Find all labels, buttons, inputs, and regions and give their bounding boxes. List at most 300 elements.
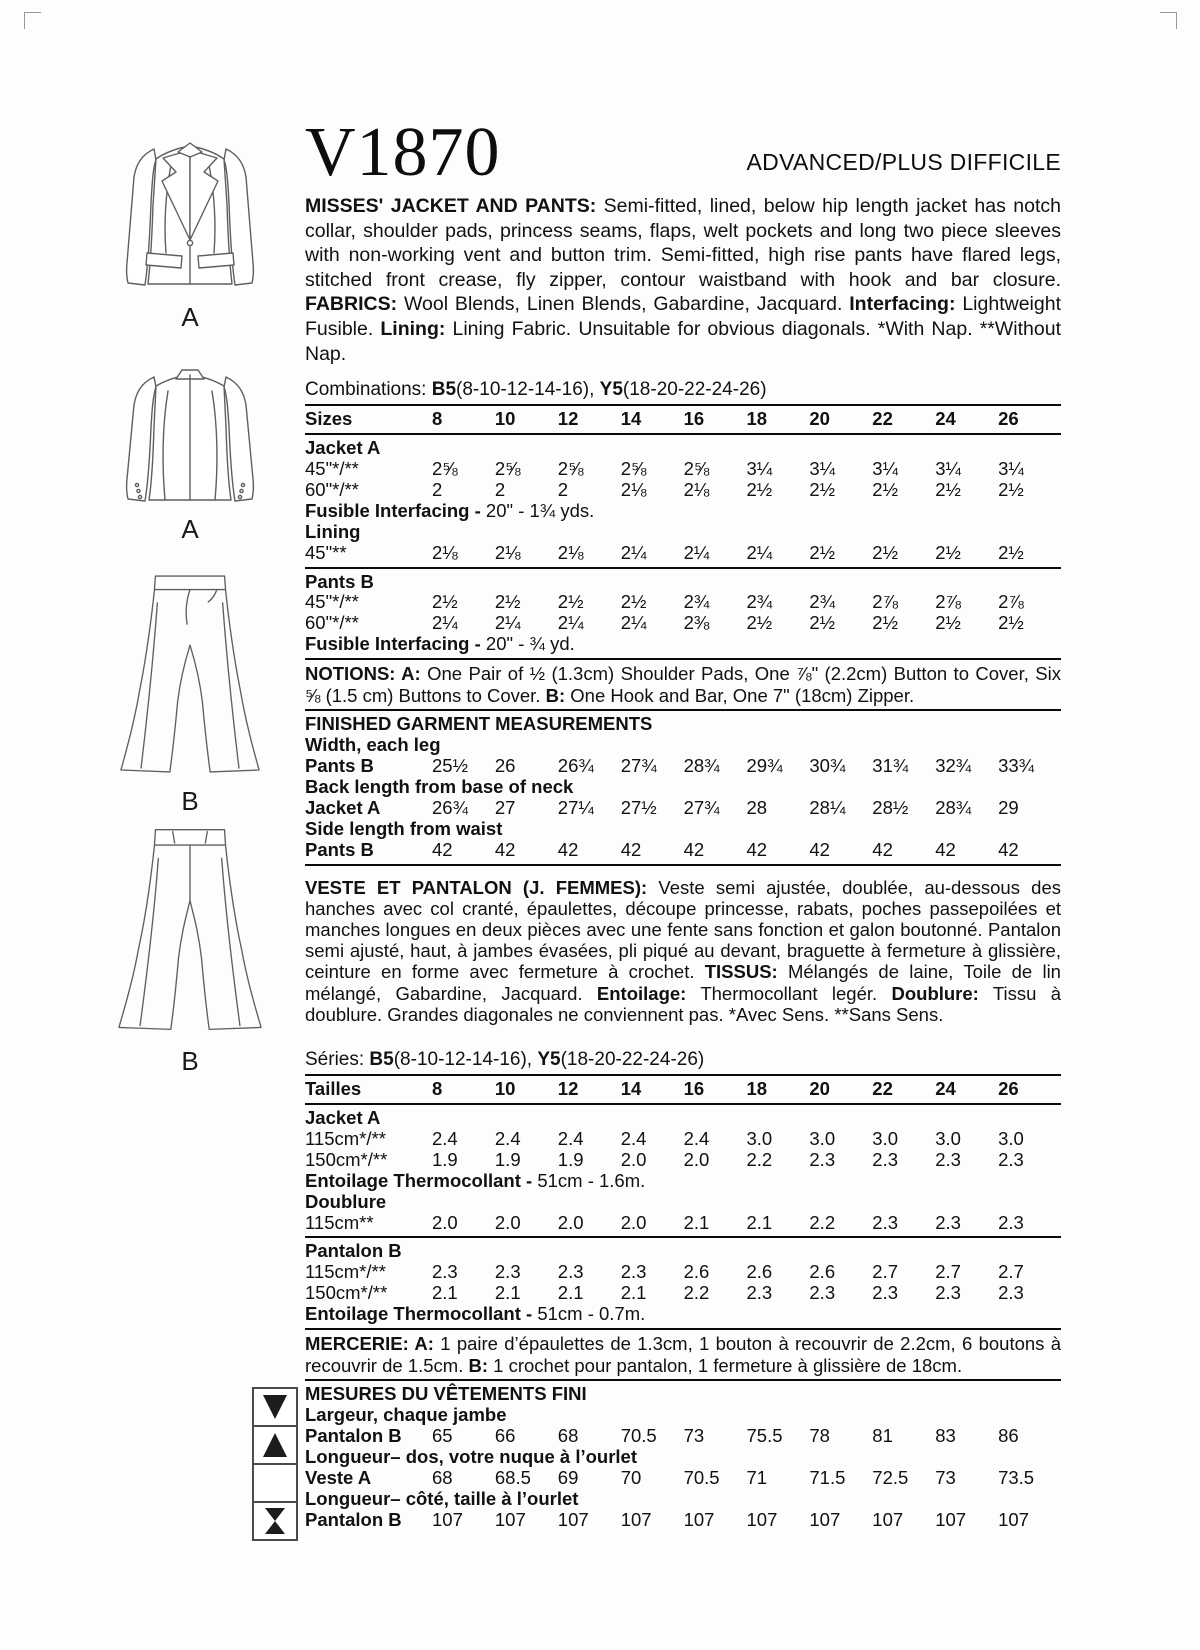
pants-back-illustration xyxy=(84,820,296,1077)
text-segment: Tissu à doublure. Grandes diagonales ne conviennent pas. *Avec Sens. **Sans Sens. xyxy=(305,982,1061,1025)
table-cell: 2⅞ xyxy=(872,591,899,613)
view-label: A xyxy=(181,514,199,544)
text-segment: (8-10-12-14-16), xyxy=(393,1049,538,1071)
table-cell: 2.6 xyxy=(683,1261,710,1283)
table-cell: 10 xyxy=(494,1078,516,1100)
table-cell: 22 xyxy=(872,408,893,430)
empty-symbol xyxy=(252,1463,298,1503)
table-cell: 2.3 xyxy=(620,1261,647,1283)
row-label: Pantalon B xyxy=(305,1425,402,1447)
table-cell: 70.5 xyxy=(683,1466,720,1488)
row-label: 60"*/** xyxy=(305,612,359,634)
text-segment: B5 xyxy=(369,1049,394,1071)
table-cell: 2.3 xyxy=(935,1148,961,1170)
difficulty-level: ADVANCED/PLUS DIFFICILE xyxy=(746,149,1061,175)
text-segment: Entoilage Thermocollant - xyxy=(305,1303,538,1325)
table-cell: 42 xyxy=(935,838,956,860)
table-cell: 68 xyxy=(557,1425,579,1447)
table-section-label: Back length from base of neck xyxy=(305,776,574,798)
text-segment: Doublure: xyxy=(891,982,979,1004)
row-label: 115cm*/** xyxy=(305,1127,386,1149)
view-label: B xyxy=(181,1046,199,1076)
table-section-label: Side length from waist xyxy=(305,817,503,839)
text-segment: 51cm - 0.7m. xyxy=(537,1303,646,1325)
row-label: Jacket A xyxy=(305,796,381,818)
table-note-row xyxy=(305,501,1061,522)
table-cell: 2.3 xyxy=(557,1261,584,1283)
table-data-row xyxy=(305,1262,1061,1283)
table-cell: 2.0 xyxy=(620,1148,647,1170)
description-english xyxy=(305,194,1061,366)
table-cell: 42 xyxy=(683,838,705,860)
row-label: Pantalon B xyxy=(305,1508,402,1530)
table-cell: 2.6 xyxy=(809,1261,836,1283)
text-segment: Wool Blends, Linen Blends, Gabardine, Jacquard. xyxy=(397,293,850,316)
text-segment: Entoilage: xyxy=(596,982,687,1004)
text-segment: 20" - ¾ yd. xyxy=(485,633,575,655)
table-cell: 73 xyxy=(683,1425,705,1447)
table-cell: 66 xyxy=(494,1425,516,1447)
table-cell: 2⅝ xyxy=(432,457,458,479)
table-cell: 2½ xyxy=(557,591,584,613)
table-cell: 107 xyxy=(557,1508,589,1530)
text-segment: (8-10-12-14-16), xyxy=(456,379,600,401)
table-cell: 72.5 xyxy=(872,1466,909,1488)
table-cell: 26¾ xyxy=(557,755,594,777)
table-data-row xyxy=(305,459,1061,480)
print-registration-symbols xyxy=(252,1387,298,1541)
finished-measurements-title: FINISHED GARMENT MEASUREMENTS xyxy=(305,713,653,735)
table-cell: 3.0 xyxy=(872,1127,899,1149)
table-data-row xyxy=(305,1426,1061,1447)
triangle-up-symbol xyxy=(252,1425,298,1465)
table-cell: 12 xyxy=(557,1078,579,1100)
row-label: 150cm*/** xyxy=(305,1282,388,1304)
text-segment: (18-20-22-24-26) xyxy=(622,379,767,401)
table-cell: 107 xyxy=(494,1508,526,1530)
jacket-back-lineart xyxy=(90,356,290,508)
table-cell: 2½ xyxy=(746,478,773,500)
table-cell: 3¼ xyxy=(998,457,1024,479)
table-cell: 2.3 xyxy=(809,1148,836,1170)
finished-measurements-rows xyxy=(305,735,1061,865)
table-cell: 2½ xyxy=(809,541,836,563)
table-cell: 2⅞ xyxy=(935,591,961,613)
table-cell: 2.4 xyxy=(494,1127,521,1149)
table-cell: 107 xyxy=(746,1508,778,1530)
table-cell: 107 xyxy=(998,1508,1029,1530)
table-cell: 2½ xyxy=(809,612,836,634)
table-cell: 42 xyxy=(872,838,893,860)
table-cell: 107 xyxy=(683,1508,715,1530)
text-segment: One Pair of ½ (1.3cm) Shoulder Pads, One ⅞" (2.2cm) Button to Cover, Six ⅝ (1.5 cm) Buttons to Cover. xyxy=(305,663,1061,706)
table-cell: 28 xyxy=(746,796,768,818)
table-cell: 8 xyxy=(432,1078,443,1100)
table-cell: 71 xyxy=(746,1466,768,1488)
text-segment: Interfacing: xyxy=(849,293,956,316)
table-cell: 2.0 xyxy=(683,1148,710,1170)
table-section-label: MESURES DU VÊTEMENTS FINI xyxy=(305,1383,587,1405)
table-cell: 2.1 xyxy=(432,1282,458,1304)
table-cell: 2.3 xyxy=(872,1211,899,1233)
table-cell: 71.5 xyxy=(809,1466,846,1488)
table-cell: 2⅜ xyxy=(683,612,710,634)
jacket-back-illustration xyxy=(84,356,296,545)
table-cell: 3¼ xyxy=(872,457,899,479)
table-data-row xyxy=(305,543,1061,564)
table-cell: 20 xyxy=(809,1078,830,1100)
table-cell: 2½ xyxy=(432,591,458,613)
table-cell: 28¼ xyxy=(809,796,846,818)
text-segment: Mélangés de laine, Toile de lin mélangé, Gabardine, Jacquard. xyxy=(305,961,1061,1004)
table-cell: 2½ xyxy=(935,541,961,563)
table-cell: 2.7 xyxy=(935,1261,961,1283)
table-cell: 86 xyxy=(998,1425,1019,1447)
table-cell: 3¼ xyxy=(935,457,961,479)
table-cell: 2⅛ xyxy=(432,541,458,563)
text-segment: 51cm - 1.6m. xyxy=(537,1169,646,1191)
yardage-table-imperial xyxy=(305,404,1061,660)
table-cell: 12 xyxy=(557,408,579,430)
table-cell: 2.3 xyxy=(935,1211,961,1233)
table-cell: 2⅝ xyxy=(620,457,647,479)
table-cell: 3.0 xyxy=(998,1127,1024,1149)
table-cell: 18 xyxy=(746,408,768,430)
crop-mark-top-right xyxy=(1160,12,1177,29)
table-rule xyxy=(305,658,1061,660)
jacket-front-illustration xyxy=(84,124,296,333)
table-data-row xyxy=(305,756,1061,777)
text-segment: B: xyxy=(545,684,566,706)
table-cell: 26 xyxy=(998,408,1019,430)
table-cell: 107 xyxy=(620,1508,652,1530)
table-cell: 2.3 xyxy=(998,1148,1024,1170)
table-cell: 107 xyxy=(935,1508,967,1530)
table-rule xyxy=(305,404,1061,406)
main-column xyxy=(305,92,1061,1531)
table-cell: 83 xyxy=(935,1425,956,1447)
table-cell: 28¾ xyxy=(683,755,720,777)
row-label: Pants B xyxy=(305,755,374,777)
table-cell: 27 xyxy=(494,796,516,818)
table-cell: 2½ xyxy=(998,478,1024,500)
table-cell: 2.4 xyxy=(557,1127,584,1149)
table-cell: 2⅞ xyxy=(998,591,1024,613)
table-cell: 2¼ xyxy=(620,612,647,634)
table-cell: 2.3 xyxy=(432,1261,458,1283)
table-data-row xyxy=(305,1150,1061,1171)
table-section-label: Pants B xyxy=(305,570,374,592)
table-cell: 73 xyxy=(935,1466,956,1488)
table-cell: 2¼ xyxy=(557,612,584,634)
table-cell: 27¾ xyxy=(683,796,720,818)
text-segment: Thermocollant legér. xyxy=(686,982,892,1004)
text-segment: Y5 xyxy=(599,379,623,401)
table-header-row xyxy=(305,409,1061,430)
table-cell: 2.1 xyxy=(746,1211,773,1233)
table-cell: 3.0 xyxy=(935,1127,961,1149)
table-cell: 2½ xyxy=(872,541,899,563)
table-cell: 10 xyxy=(494,408,516,430)
table-cell: 2.0 xyxy=(620,1211,647,1233)
table-section-label: Largeur, chaque jambe xyxy=(305,1404,507,1426)
pattern-number: V1870 xyxy=(305,113,501,191)
row-label: 45"** xyxy=(305,541,347,563)
jacket-front-lineart xyxy=(90,124,290,296)
table-cell: 31¾ xyxy=(872,755,909,777)
text-segment: VESTE ET PANTALON (J. FEMMES): xyxy=(305,876,648,898)
text-segment: Fusible Interfacing - xyxy=(305,499,486,521)
table-section-label: Pantalon B xyxy=(305,1240,402,1262)
table-cell: 2⅝ xyxy=(494,457,521,479)
table-cell: 20 xyxy=(809,408,830,430)
table-cell: 2¾ xyxy=(746,591,773,613)
pants-front-illustration xyxy=(84,568,296,817)
row-label: 45"*/** xyxy=(305,457,359,479)
table-cell: 2⅛ xyxy=(683,478,710,500)
row-label: Veste A xyxy=(305,1466,372,1488)
text-segment: Lining: xyxy=(380,317,446,340)
table-rule xyxy=(305,864,1061,866)
pants-front-lineart xyxy=(94,568,286,780)
table-cell: 2.2 xyxy=(746,1148,773,1170)
table-cell: 2½ xyxy=(494,591,521,613)
hourglass-symbol xyxy=(252,1501,298,1541)
text-segment: Semi-fitted, lined, below hip length jacket has notch collar, shoulder pads, princess seams, flaps, welt pockets and long two piece sleeves with non-working vent and button trim. Semi-fitted, high rise pants have flared legs, stitched front crease, fly zipper, contour waistband with hook and bar closure. xyxy=(305,195,1061,291)
table-rule xyxy=(305,1074,1061,1076)
triangle-down-symbol xyxy=(252,1387,298,1427)
table-cell: 14 xyxy=(620,408,642,430)
text-segment: NOTIONS: A: xyxy=(305,663,421,685)
table-cell: 2.0 xyxy=(432,1211,458,1233)
text-segment: (18-20-22-24-26) xyxy=(560,1049,705,1071)
table-cell: 29¾ xyxy=(746,755,783,777)
series-line xyxy=(305,1049,1061,1071)
table-section-label: Longueur– côté, taille à l’ourlet xyxy=(305,1487,579,1509)
table-data-row xyxy=(305,1213,1061,1234)
table-cell: 2⅛ xyxy=(557,541,584,563)
table-cell: 42 xyxy=(494,838,516,860)
table-cell: 2.4 xyxy=(620,1127,647,1149)
table-section-label: Jacket A xyxy=(305,1106,381,1128)
text-segment: TISSUS: xyxy=(704,961,778,983)
table-cell: 2⅛ xyxy=(494,541,521,563)
table-cell: 28¾ xyxy=(935,796,972,818)
table-cell: 2¼ xyxy=(494,612,521,634)
table-cell: 2¼ xyxy=(620,541,647,563)
table-note-row xyxy=(305,634,1061,655)
table-cell: 2.3 xyxy=(872,1148,899,1170)
table-cell: 42 xyxy=(809,838,830,860)
table-cell: 2.1 xyxy=(557,1282,584,1304)
table-cell: 2.3 xyxy=(998,1282,1024,1304)
table-cell: 42 xyxy=(557,838,579,860)
table-cell: 65 xyxy=(432,1425,453,1447)
table-cell: 2.1 xyxy=(494,1282,521,1304)
table-data-row xyxy=(305,592,1061,613)
table-data-row xyxy=(305,840,1061,861)
table-cell: 2½ xyxy=(620,591,647,613)
divider-rule xyxy=(305,1379,1061,1381)
table-cell: 2 xyxy=(494,478,506,500)
text-segment: Lightweight Fusible. xyxy=(305,293,1061,340)
table-data-row xyxy=(305,798,1061,819)
table-section-label: Lining xyxy=(305,520,361,542)
text-segment: B5 xyxy=(431,379,457,401)
table-note-row xyxy=(305,1171,1061,1192)
text-segment: Séries: xyxy=(305,1049,370,1071)
table-cell: 25½ xyxy=(432,755,469,777)
table-cell: 78 xyxy=(809,1425,830,1447)
divider-rule xyxy=(305,709,1061,711)
table-cell: 2⅝ xyxy=(683,457,710,479)
table-rule xyxy=(305,1103,1061,1105)
crop-mark-top-left xyxy=(24,12,41,29)
table-data-row xyxy=(305,1510,1061,1531)
table-cell: 70 xyxy=(620,1466,642,1488)
table-cell: 2.6 xyxy=(746,1261,773,1283)
table-section-label: Width, each leg xyxy=(305,734,441,756)
table-cell: 1.9 xyxy=(432,1148,458,1170)
pants-back-lineart xyxy=(94,820,286,1040)
table-cell: 68.5 xyxy=(494,1466,531,1488)
table-cell: 33¾ xyxy=(998,755,1035,777)
yardage-table-metric xyxy=(305,1074,1061,1330)
table-cell: 2½ xyxy=(872,612,899,634)
row-label: 60"*/** xyxy=(305,478,359,500)
table-cell: 2⅛ xyxy=(620,478,647,500)
row-label: Tailles xyxy=(305,1078,362,1100)
table-data-row xyxy=(305,1283,1061,1304)
row-label: Pants B xyxy=(305,838,374,860)
description-french xyxy=(305,877,1061,1025)
table-cell: 27½ xyxy=(620,796,657,818)
table-cell: 3.0 xyxy=(809,1127,836,1149)
notions-paragraph xyxy=(305,663,1061,706)
table-cell: 27¼ xyxy=(557,796,594,818)
table-cell: 26 xyxy=(494,755,516,777)
garment-illustrations xyxy=(44,104,256,1104)
text-segment: Combinations: xyxy=(305,379,432,401)
combinations-line xyxy=(305,379,1061,401)
table-cell: 42 xyxy=(998,838,1019,860)
table-cell: 2½ xyxy=(998,612,1024,634)
table-cell: 3¼ xyxy=(746,457,773,479)
table-cell: 2.3 xyxy=(935,1282,961,1304)
table-cell: 2½ xyxy=(935,478,961,500)
text-segment: 1 paire d’épaulettes de 1.3cm, 1 bouton à recouvrir de 2.2cm, 6 boutons à recouvrir de 1.5cm. xyxy=(305,1333,1061,1376)
mercerie-paragraph xyxy=(305,1333,1061,1376)
table-data-row xyxy=(305,613,1061,634)
text-segment: Fusible Interfacing - xyxy=(305,633,486,655)
table-cell: 32¾ xyxy=(935,755,972,777)
table-cell: 81 xyxy=(872,1425,893,1447)
row-label: 115cm** xyxy=(305,1211,374,1233)
table-cell: 75.5 xyxy=(746,1425,783,1447)
table-cell: 3¼ xyxy=(809,457,836,479)
text-segment: MERCERIE: A: xyxy=(305,1333,434,1355)
text-segment: MISSES' JACKET AND PANTS: xyxy=(305,195,597,217)
table-cell: 14 xyxy=(620,1078,642,1100)
header-row xyxy=(305,92,1061,191)
table-cell: 70.5 xyxy=(620,1425,657,1447)
table-cell: 2⅝ xyxy=(557,457,584,479)
table-cell: 30¾ xyxy=(809,755,846,777)
finished-garment-measurements xyxy=(305,714,1061,865)
table-section-label: Jacket A xyxy=(305,437,381,459)
table-data-row xyxy=(305,480,1061,501)
table-cell: 24 xyxy=(935,408,956,430)
table-cell: 3.0 xyxy=(746,1127,773,1149)
table-rule xyxy=(305,567,1061,569)
table-cell: 2½ xyxy=(935,612,961,634)
text-segment: FABRICS: xyxy=(305,293,398,316)
table-rule xyxy=(305,433,1061,435)
text-segment: Entoilage Thermocollant - xyxy=(305,1169,538,1191)
table-cell: 107 xyxy=(432,1508,463,1530)
table-rule xyxy=(305,1236,1061,1238)
row-label: Sizes xyxy=(305,408,353,430)
table-cell: 73.5 xyxy=(998,1466,1035,1488)
table-cell: 2.2 xyxy=(809,1211,836,1233)
table-section-label: Longueur– dos, votre nuque à l’ourlet xyxy=(305,1445,637,1467)
table-cell: 2¼ xyxy=(432,612,458,634)
table-cell: 2.3 xyxy=(998,1211,1024,1233)
table-cell: 2¾ xyxy=(809,591,836,613)
table-note-row xyxy=(305,1304,1061,1325)
table-rule xyxy=(305,1328,1061,1330)
table-cell: 2½ xyxy=(809,478,836,500)
text-segment: Veste semi ajustée, doublée, au-dessous des hanches avec col cranté, épaulettes, découpe princesse, rabats, poches passepoilées et manches longues en deux pièces avec une fente sans fonction et galon boutonné. Pantalon semi ajusté, haut, à jambes évasées, pli piqué au devant, braguette à fermeture à glissière, ceinture en forme avec fermeture à crochet. xyxy=(305,876,1061,983)
table-cell: 1.9 xyxy=(557,1148,584,1170)
text-segment: B: xyxy=(468,1354,489,1376)
table-cell: 28½ xyxy=(872,796,909,818)
table-cell: 69 xyxy=(557,1466,579,1488)
table-cell: 26 xyxy=(998,1078,1019,1100)
table-cell: 2¼ xyxy=(746,541,773,563)
table-cell: 107 xyxy=(872,1508,904,1530)
table-data-row xyxy=(305,1468,1061,1489)
table-data-row xyxy=(305,1129,1061,1150)
text-segment: 20" - 1¾ yds. xyxy=(485,499,595,521)
table-cell: 2.4 xyxy=(432,1127,458,1149)
table-section-label: Doublure xyxy=(305,1190,387,1212)
table-cell: 2½ xyxy=(746,612,773,634)
table-cell: 2.3 xyxy=(494,1261,521,1283)
table-cell: 2½ xyxy=(872,478,899,500)
table-cell: 26¾ xyxy=(432,796,469,818)
table-cell: 1.9 xyxy=(494,1148,521,1170)
table-cell: 22 xyxy=(872,1078,893,1100)
text-segment: 1 crochet pour pantalon, 1 fermeture à glissière de 18cm. xyxy=(488,1354,963,1376)
text-segment: One Hook and Bar, One 7" (18cm) Zipper. xyxy=(565,684,915,706)
table-cell: 107 xyxy=(809,1508,841,1530)
table-cell: 16 xyxy=(683,408,705,430)
table-cell: 2.7 xyxy=(998,1261,1024,1283)
table-cell: 2 xyxy=(557,478,569,500)
row-label: 115cm*/** xyxy=(305,1261,386,1283)
table-cell: 42 xyxy=(746,838,768,860)
table-cell: 2¼ xyxy=(683,541,710,563)
table-cell: 2 xyxy=(432,478,443,500)
table-cell: 27¾ xyxy=(620,755,657,777)
row-label: 45"*/** xyxy=(305,591,359,613)
table-cell: 8 xyxy=(432,408,443,430)
table-cell: 2.1 xyxy=(620,1282,647,1304)
table-cell: 16 xyxy=(683,1078,705,1100)
table-cell: 42 xyxy=(620,838,642,860)
table-cell: 2.3 xyxy=(872,1282,899,1304)
